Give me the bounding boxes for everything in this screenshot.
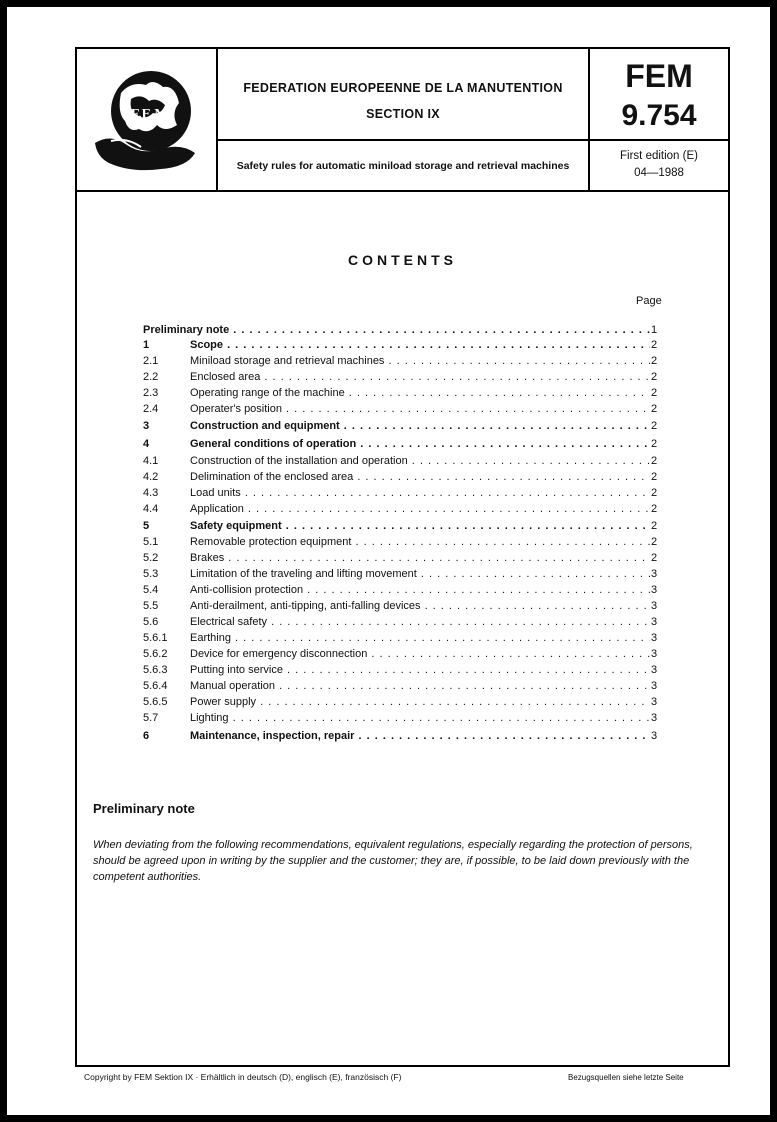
toc-entry-page: 2 bbox=[651, 420, 658, 432]
toc-entry-page: 3 bbox=[651, 584, 658, 596]
globe-hands-icon bbox=[91, 63, 203, 177]
toc-entry bbox=[77, 646, 728, 662]
toc-entry-title: Operater's position . . . bbox=[190, 401, 650, 417]
toc-entry-number: 5.6.4 bbox=[143, 680, 168, 692]
toc-entry-title: Application . . . bbox=[190, 501, 650, 517]
toc-entry-title: Brakes . . . bbox=[190, 550, 650, 566]
toc-entry-title: Putting into service . . . bbox=[190, 662, 650, 678]
section-label: SECTION IX bbox=[366, 107, 440, 121]
edition-date: 04—1988 bbox=[634, 167, 684, 179]
toc-entry-title: Construction and equipment . . . bbox=[190, 418, 650, 434]
toc-entry bbox=[77, 566, 728, 582]
toc-entry-title: Operating range of the machine . . . bbox=[190, 385, 650, 401]
toc-entry-page: 2 bbox=[651, 371, 658, 383]
fem-label: FEM bbox=[625, 58, 693, 94]
toc-entry-number: 5.2 bbox=[143, 552, 159, 564]
toc-entry bbox=[77, 337, 728, 353]
toc-entry-number: 5.6.5 bbox=[143, 696, 168, 708]
toc-entry bbox=[77, 401, 728, 417]
toc-entry-number: 3 bbox=[143, 420, 150, 432]
preliminary-note-heading: Preliminary note bbox=[93, 801, 195, 816]
toc-entry-page: 2 bbox=[651, 487, 658, 499]
toc-entry-title: Power supply . . . bbox=[190, 694, 650, 710]
toc-entry-number: 5.1 bbox=[143, 536, 159, 548]
toc-entry-page: 2 bbox=[651, 438, 658, 450]
toc-entry bbox=[77, 353, 728, 369]
page-column-label: Page bbox=[636, 295, 662, 307]
toc-entry bbox=[77, 453, 728, 469]
toc-entry-number: 4.4 bbox=[143, 503, 159, 515]
toc-entry-page: 3 bbox=[651, 680, 658, 692]
toc-entry-number: 2.4 bbox=[143, 403, 159, 415]
toc-entry-page: 3 bbox=[651, 712, 658, 724]
toc-entry-page: 2 bbox=[651, 471, 658, 483]
toc-entry bbox=[77, 436, 728, 452]
edition-label: First edition (E) bbox=[620, 150, 698, 162]
toc-entry-page: 3 bbox=[651, 632, 658, 644]
toc-entry-title: Enclosed area . . . bbox=[190, 369, 650, 385]
toc-entry-title: Scope . . . bbox=[190, 337, 650, 353]
toc-entry-number: 5.6.1 bbox=[143, 632, 168, 644]
toc-entry-page: 1 bbox=[651, 324, 658, 336]
toc-entry bbox=[77, 369, 728, 385]
toc-entry bbox=[77, 614, 728, 630]
toc-entry-number: 5.6.2 bbox=[143, 648, 168, 660]
footer-copyright: Copyright by FEM Sektion IX · Erhältlich in deutsch (D), englisch (E), französisch (F) bbox=[84, 1072, 402, 1082]
toc-entry-number: 5.7 bbox=[143, 712, 159, 724]
toc-entry-title: Load units . . . bbox=[190, 485, 650, 501]
toc-entry-number: 5 bbox=[143, 520, 150, 532]
toc-entry bbox=[77, 418, 728, 434]
toc-entry-number: 5.6 bbox=[143, 616, 159, 628]
toc-entry bbox=[77, 550, 728, 566]
fem-logo bbox=[77, 49, 218, 190]
logo-text: F.E.M. bbox=[130, 107, 172, 122]
toc-entry bbox=[77, 582, 728, 598]
toc-entry-number: 6 bbox=[143, 730, 150, 742]
document-title: Safety rules for automatic miniload storage and retrieval machines bbox=[236, 160, 570, 172]
edition-cell bbox=[590, 141, 728, 190]
toc-entry-number: 2.2 bbox=[143, 371, 159, 383]
toc-entry-page: 2 bbox=[651, 552, 658, 564]
toc-entry bbox=[77, 630, 728, 646]
preliminary-note-text: When deviating from the following recommendations, equivalent regulations, especially regarding the protection of persons, should be agreed upon in writing by the supplier and the customer; they are, if possible, to be laid down previously with the competent authorities. bbox=[93, 839, 693, 883]
toc-entry-number: 5.3 bbox=[143, 568, 159, 580]
toc-entry bbox=[77, 710, 728, 726]
toc-entry bbox=[77, 469, 728, 485]
toc-entry-title: Removable protection equipment . . . bbox=[190, 534, 650, 550]
toc-entry-title: General conditions of operation . . . bbox=[190, 436, 650, 452]
federation-name: FEDERATION EUROPEENNE DE LA MANUTENTION bbox=[243, 81, 563, 95]
fem-number: 9.754 bbox=[621, 99, 697, 132]
toc-entry bbox=[77, 694, 728, 710]
document-sheet bbox=[75, 47, 730, 1067]
toc-entry-number: 5.4 bbox=[143, 584, 159, 596]
toc-entry-title: Maintenance, inspection, repair . . . bbox=[190, 728, 650, 744]
toc-entry bbox=[77, 678, 728, 694]
contents-heading: CONTENTS bbox=[348, 252, 457, 268]
toc-entry-title: Miniload storage and retrieval machines . . . bbox=[190, 353, 650, 369]
toc-entry-page: 3 bbox=[651, 730, 658, 742]
toc-entry-number: 4 bbox=[143, 438, 150, 450]
toc-entry-title: Anti-collision protection . . . bbox=[190, 582, 650, 598]
toc-entry-page: 2 bbox=[651, 339, 658, 351]
toc-entry-page: 3 bbox=[651, 648, 658, 660]
document-title-cell bbox=[218, 141, 590, 190]
toc-entry-title: Manual operation . . . bbox=[190, 678, 650, 694]
toc-entry-number: 4.3 bbox=[143, 487, 159, 499]
toc-entry-number: 5.5 bbox=[143, 600, 159, 612]
toc-entry-page: 3 bbox=[651, 696, 658, 708]
toc-entry-page: 2 bbox=[651, 355, 658, 367]
toc-entry-title: Device for emergency disconnection . . . bbox=[190, 646, 650, 662]
toc-entry-title: Lighting . . . bbox=[190, 710, 650, 726]
toc-entry bbox=[77, 518, 728, 534]
toc-entry bbox=[77, 662, 728, 678]
toc-entry-page: 2 bbox=[651, 503, 658, 515]
toc-entry-number: 5.6.3 bbox=[143, 664, 168, 676]
footer-sources: Bezugsquellen siehe letzte Seite bbox=[568, 1073, 684, 1082]
toc-entry-page: 3 bbox=[651, 568, 658, 580]
toc-entry-page: 2 bbox=[651, 403, 658, 415]
toc-entry-number: 4.2 bbox=[143, 471, 159, 483]
toc-entry bbox=[77, 598, 728, 614]
toc-entry-page: 2 bbox=[651, 387, 658, 399]
toc-entry bbox=[77, 728, 728, 744]
toc-entry-number: 2.1 bbox=[143, 355, 159, 367]
fem-code-cell bbox=[590, 49, 728, 141]
toc-entry-number: 2.3 bbox=[143, 387, 159, 399]
toc-entry-page: 3 bbox=[651, 664, 658, 676]
toc-entry bbox=[77, 534, 728, 550]
toc-entry bbox=[77, 385, 728, 401]
federation-cell bbox=[218, 49, 590, 141]
toc-entry bbox=[77, 485, 728, 501]
toc-entry-title: Electrical safety . . . bbox=[190, 614, 650, 630]
document-header bbox=[77, 49, 728, 192]
toc-entry-title: Earthing . . . bbox=[190, 630, 650, 646]
toc-entry-title: Limitation of the traveling and lifting movement . . . bbox=[190, 566, 650, 582]
toc-entry bbox=[77, 501, 728, 517]
toc-entry-page: 3 bbox=[651, 616, 658, 628]
toc-entry bbox=[77, 322, 728, 338]
toc-entry-title: Construction of the installation and operation . . . bbox=[190, 453, 650, 469]
toc-entry-title: Delimination of the enclosed area . . . bbox=[190, 469, 650, 485]
toc-entry-number: 4.1 bbox=[143, 455, 159, 467]
toc-entry-title: Anti-derailment, anti-tipping, anti-falling devices . . . bbox=[190, 598, 650, 614]
toc-entry-number: 1 bbox=[143, 339, 150, 351]
toc-entry-page: 3 bbox=[651, 600, 658, 612]
toc-entry-page: 2 bbox=[651, 536, 658, 548]
toc-entry-title: Preliminary note . . . bbox=[143, 322, 650, 338]
toc-entry-page: 2 bbox=[651, 455, 658, 467]
toc-entry-title: Safety equipment . . . bbox=[190, 518, 650, 534]
toc-entry-page: 2 bbox=[651, 520, 658, 532]
